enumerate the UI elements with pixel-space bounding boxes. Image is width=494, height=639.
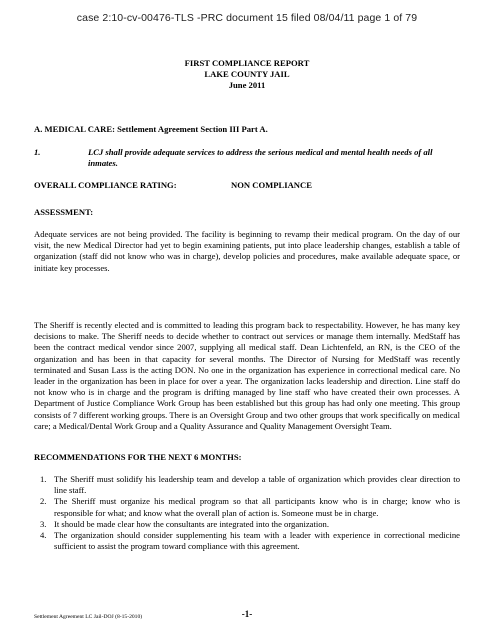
filing-stamp: case 2:10-cv-00476-TLS -PRC document 15 filed 08/04/11 page 1 of 79 [76,12,418,24]
rating-value: NON COMPLIANCE [231,180,312,190]
compliance-rating [34,180,312,191]
recommendation-number: 2. [40,496,47,507]
recommendation-text: The Sheriff must organize his medical program so that all participants know who is in charge; know who is responsible for what; and know what the overall plan of action is. Someone must be in charge. [54,496,460,518]
footer-document-label: Settlement Agreement LC Jail-DOJ (8-15-2010) [34,614,143,620]
section-heading: A. MEDICAL CARE: Settlement Agreement Section III Part A. [34,124,268,134]
recommendation-text: The organization should consider supplementing his team with a leader with experience in correctional medicine sufficient to assist the program toward compliance with this agreement. [54,530,460,552]
rating-label: OVERALL COMPLIANCE RATING: [34,180,177,190]
assessment-heading: ASSESSMENT: [34,207,94,217]
assessment-paragraph-2: The Sheriff is recently elected and is committed to leading this program back to respectability. However, he has many key decisions to make. The Sheriff needs to decide whether to contract out services or manage them internally. MedStaff has been the contract medical vendor since 2007, supplying all medical staff. Dean Lichtenfeld, an RN, is the CEO of the organization and has been in that capacity for several months. The Director of Nursing for MedStaff was recently terminated and Susan Lass is the acting DON. No one in the organization has experience in correctional medical care. No leader in the organization has been in place for over a year. The organization lacks leadership and direction. Line staff do not know who is in charge and the program is drifting managed by line staff who have created their own processes. A Department of Justice Compliance Work Group has been established but this group has had only one meeting. This group consists of 7 different working groups. There is an Oversight Group and two other groups that work specifically on medical care; a Medical/Dental Work Group and a Quality Assurance and Quality Management Oversight Team. [34,320,460,431]
recommendation-item [34,530,460,552]
recommendation-number: 4. [40,530,47,541]
report-title [0,58,494,92]
assessment-paragraph-1: Adequate services are not being provided. The facility is beginning to revamp their medical program. On the day of our visit, the new Medical Director had yet to begin examining patients, put into place leadership changes, establish a table of organization (staff did not know who was in charge), develop policies and procedures, make available adequate space, or initiate key processes. [34,229,460,273]
page-number: -1- [241,609,253,619]
title-line-2: LAKE COUNTY JAIL [204,69,290,80]
item-text: LCJ shall provide adequate services to address the serious medical and mental health needs of all inmates. [88,147,433,169]
recommendation-item [34,474,460,496]
title-line-3: June 2011 [228,80,266,91]
recommendation-number: 1. [40,474,47,484]
recommendation-text: The Sheriff must solidify his leadership team and develop a table of organization which provides clear direction to line staff. [54,474,460,496]
recommendations-heading: RECOMMENDATIONS FOR THE NEXT 6 MONTHS: [34,452,242,462]
recommendation-item [34,496,460,518]
title-line-1: FIRST COMPLIANCE REPORT [184,58,310,68]
recommendation-number: 3. [40,518,47,529]
recommendations-list [34,474,460,552]
recommendation-item [34,519,460,530]
recommendation-text: It should be made clear how the consultants are integrated into the organization. [54,518,329,529]
item-number: 1. [34,147,41,157]
